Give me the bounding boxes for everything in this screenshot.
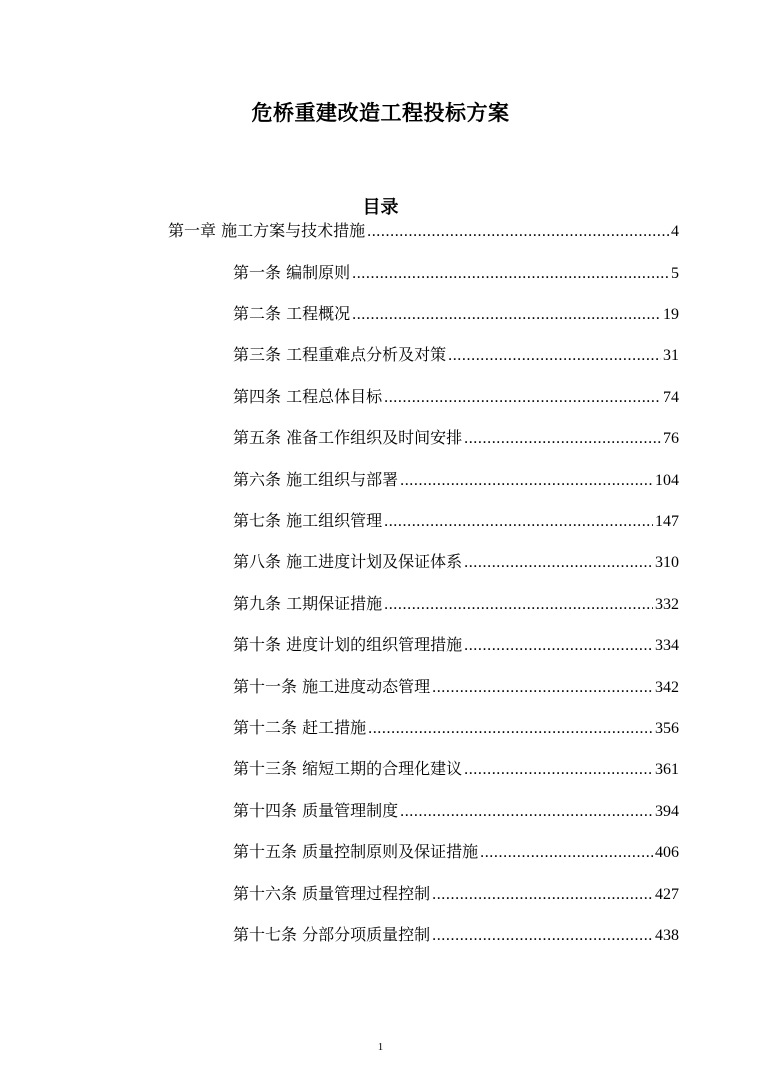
toc-article-entry[interactable] bbox=[233, 718, 679, 738]
toc-article-entry[interactable] bbox=[233, 842, 679, 862]
toc-entry-page: 406 bbox=[655, 844, 679, 861]
toc-entry-label: 第九条 工期保证措施 bbox=[233, 594, 383, 613]
toc-entry-page: 4 bbox=[671, 223, 679, 240]
toc-article-entry[interactable] bbox=[233, 759, 679, 779]
toc-entry-label: 第十条 进度计划的组织管理措施 bbox=[233, 635, 463, 654]
toc-entry-page: 5 bbox=[671, 265, 679, 282]
toc-entry-label: 第十一条 施工进度动态管理 bbox=[233, 677, 431, 696]
toc-entry-label: 第十四条 质量管理制度 bbox=[233, 801, 399, 820]
toc-article-entry[interactable] bbox=[233, 511, 679, 531]
toc-article-entry[interactable] bbox=[233, 345, 679, 365]
toc-chapter-entry[interactable] bbox=[168, 221, 679, 241]
toc-entry-label: 第一条 编制原则 bbox=[233, 263, 351, 282]
toc-dot-leader bbox=[384, 388, 661, 408]
toc-entry-page: 74 bbox=[663, 389, 679, 406]
toc-heading: 目录 bbox=[362, 197, 399, 218]
toc-dot-leader bbox=[400, 802, 653, 822]
document-title: 危桥重建改造工程投标方案 bbox=[251, 101, 510, 125]
toc-entry-page: 356 bbox=[655, 720, 679, 737]
toc-entry-label: 第八条 施工进度计划及保证体系 bbox=[233, 552, 463, 571]
toc-dot-leader bbox=[464, 553, 653, 573]
toc-dot-leader bbox=[432, 885, 653, 905]
toc-article-entry[interactable] bbox=[233, 677, 679, 697]
toc-entry-page: 76 bbox=[663, 430, 679, 447]
toc-dot-leader bbox=[384, 512, 653, 532]
toc-dot-leader bbox=[400, 471, 653, 491]
toc-dot-leader bbox=[368, 719, 653, 739]
toc-article-entry[interactable] bbox=[233, 470, 679, 490]
toc-entry-page: 104 bbox=[655, 472, 679, 489]
toc-entry-label: 第五条 准备工作组织及时间安排 bbox=[233, 428, 463, 447]
page-number: 1 bbox=[377, 1041, 384, 1053]
toc-entry-label: 第十二条 赶工措施 bbox=[233, 718, 367, 737]
toc-article-entry[interactable] bbox=[233, 387, 679, 407]
toc-entry-label: 第四条 工程总体目标 bbox=[233, 387, 383, 406]
toc-entry-label: 第一章 施工方案与技术措施 bbox=[168, 221, 366, 240]
toc-dot-leader bbox=[448, 346, 661, 366]
toc-dot-leader bbox=[367, 222, 669, 242]
toc-dot-leader bbox=[464, 429, 661, 449]
toc-dot-leader bbox=[352, 264, 669, 284]
toc-entry-page: 394 bbox=[655, 803, 679, 820]
toc-dot-leader bbox=[480, 843, 653, 863]
toc-entry-page: 361 bbox=[655, 761, 679, 778]
toc-entry-label: 第十三条 缩短工期的合理化建议 bbox=[233, 759, 463, 778]
toc-entry-page: 332 bbox=[655, 596, 679, 613]
toc-entry-page: 19 bbox=[663, 306, 679, 323]
toc-dot-leader bbox=[352, 305, 661, 325]
toc-article-entry[interactable] bbox=[233, 594, 679, 614]
toc-entry-label: 第七条 施工组织管理 bbox=[233, 511, 383, 530]
toc-dot-leader bbox=[464, 760, 653, 780]
toc-article-entry[interactable] bbox=[233, 428, 679, 448]
toc-entry-page: 334 bbox=[655, 637, 679, 654]
toc-entry-label: 第六条 施工组织与部署 bbox=[233, 470, 399, 489]
toc-article-entry[interactable] bbox=[233, 263, 679, 283]
toc-entry-label: 第三条 工程重难点分析及对策 bbox=[233, 345, 447, 364]
toc-article-entry[interactable] bbox=[233, 304, 679, 324]
toc-entry-page: 31 bbox=[663, 347, 679, 364]
toc-entry-label: 第十五条 质量控制原则及保证措施 bbox=[233, 842, 479, 861]
toc-entry-label: 第十六条 质量管理过程控制 bbox=[233, 884, 431, 903]
toc-entry-label: 第十七条 分部分项质量控制 bbox=[233, 925, 431, 944]
toc-entry-page: 438 bbox=[655, 927, 679, 944]
toc-entry-label: 第二条 工程概况 bbox=[233, 304, 351, 323]
toc-entry-page: 310 bbox=[655, 554, 679, 571]
toc-dot-leader bbox=[432, 926, 653, 946]
toc-article-entry[interactable] bbox=[233, 635, 679, 655]
toc-article-entry[interactable] bbox=[233, 552, 679, 572]
toc-article-entry[interactable] bbox=[233, 925, 679, 945]
toc-dot-leader bbox=[384, 595, 653, 615]
toc-article-entry[interactable] bbox=[233, 801, 679, 821]
toc-entry-page: 342 bbox=[655, 679, 679, 696]
toc-dot-leader bbox=[432, 678, 653, 698]
toc-dot-leader bbox=[464, 636, 653, 656]
toc-entry-page: 147 bbox=[655, 513, 679, 530]
toc-article-entry[interactable] bbox=[233, 884, 679, 904]
toc-entry-page: 427 bbox=[655, 886, 679, 903]
